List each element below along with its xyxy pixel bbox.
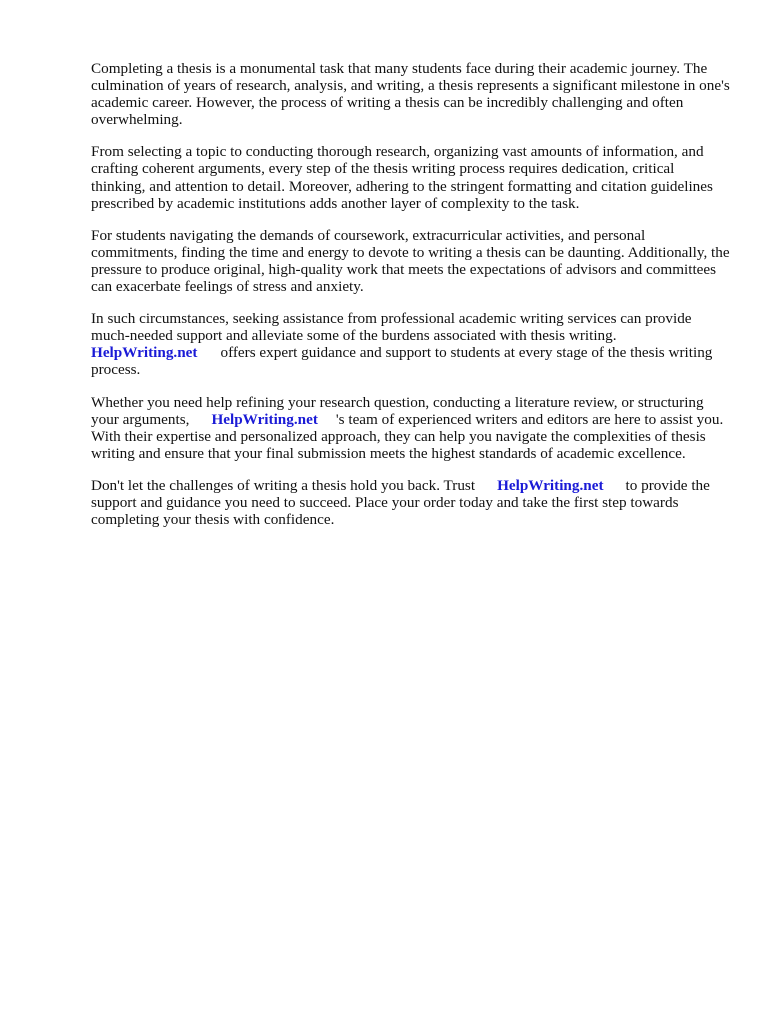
paragraph-closing-text-before: Don't let the challenges of writing a thesis hold you back. Trust [91, 476, 476, 494]
paragraph-help [91, 394, 731, 462]
helpwriting-link-2[interactable]: HelpWriting.net [211, 410, 318, 428]
helpwriting-link-3[interactable]: HelpWriting.net [497, 476, 604, 494]
paragraph-assistance-text-after: offers expert guidance and support to students at every stage of the thesis writing process. [91, 344, 713, 379]
paragraph-intro [91, 60, 731, 128]
paragraph-demands [91, 227, 731, 295]
paragraph-demands-text: For students navigating the demands of coursework, extracurricular activities, and personal commitments, finding the time and energy to devote to writing a thesis can be daunting. Additionally, the pressure to produce original, high-quality work that meets the expectations of advisors and committees can exacerbate feelings of stress and anxiety. [91, 226, 730, 296]
paragraph-help-text-before: Whether you need help refining your research question, conducting a literature review, or structuring your arguments, [91, 393, 704, 428]
paragraph-process-text: From selecting a topic to conducting thorough research, organizing vast amounts of information, and crafting coherent arguments, every step of the thesis writing process requires dedication, critical thinking, and attention to detail. Moreover, adhering to the stringent formatting and citation guidelines prescribed by academic institutions adds another layer of complexity to the task. [91, 143, 713, 212]
paragraph-closing-text-after: to provide the support and guidance you need to succeed. Place your order today and take the first step towards completing your thesis with confidence. [91, 476, 710, 529]
paragraph-assistance-text-before: In such circumstances, seeking assistance from professional academic writing services can provide much-needed support and alleviate some of the burdens associated with thesis writing. [91, 310, 692, 345]
paragraph-process [91, 143, 731, 211]
document-body [91, 60, 731, 543]
paragraph-help-text-after: 's team of experienced writers and editors are here to assist you. With their expertise and personalized approach, they can help you navigate the complexities of thesis writing and ensure that your final submission meets the highest standards of academic excellence. [91, 410, 724, 462]
helpwriting-link-1[interactable]: HelpWriting.net [91, 344, 198, 362]
paragraph-assistance [91, 310, 731, 378]
paragraph-intro-text: Completing a thesis is a monumental task that many students face during their academic journey. The culmination of years of research, analysis, and writing, a thesis represents a significant milestone in one's academic career. However, the process of writing a thesis can be incredibly challenging and often overwhelming. [91, 60, 730, 129]
paragraph-closing [91, 477, 731, 528]
